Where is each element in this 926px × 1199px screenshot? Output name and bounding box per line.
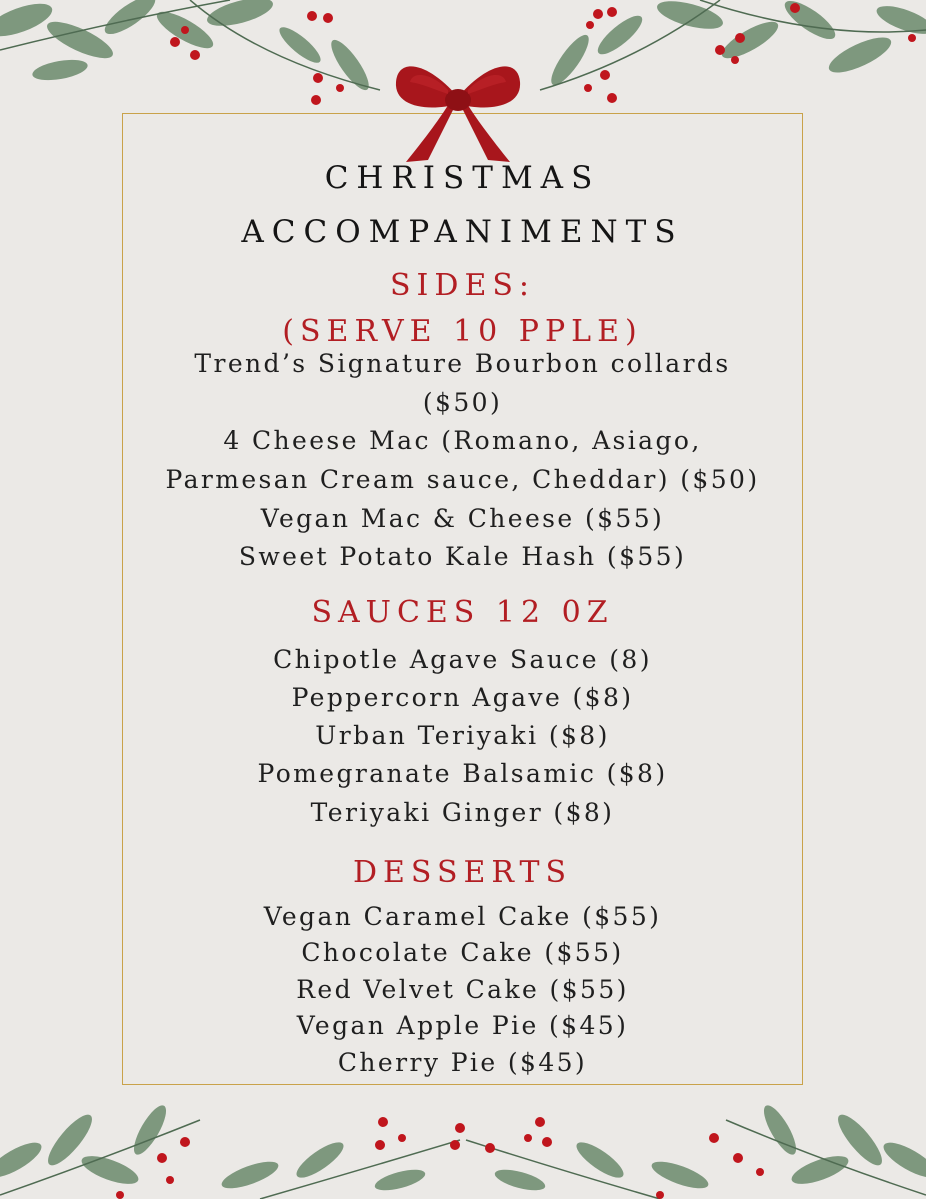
sauces-heading: SAUCES 12 0Z xyxy=(311,595,614,630)
sides-subheading: (SERVE 10 PPLE) xyxy=(282,314,643,349)
desserts-line: Vegan Apple Pie ($45) xyxy=(296,1011,629,1040)
sides-line: 4 Cheese Mac (Romano, Asiago, xyxy=(223,426,702,455)
sides-line: Sweet Potato Kale Hash ($55) xyxy=(238,542,687,571)
sauces-line: Pomegranate Balsamic ($8) xyxy=(257,759,668,788)
desserts-line: Red Velvet Cake ($55) xyxy=(296,975,629,1004)
sides-line: Vegan Mac & Cheese ($55) xyxy=(260,504,665,533)
sauces-line: Peppercorn Agave ($8) xyxy=(291,683,634,712)
desserts-line: Vegan Caramel Cake ($55) xyxy=(263,902,662,931)
sides-line: Parmesan Cream sauce, Cheddar) ($50) xyxy=(165,465,760,494)
sides-line: ($50) xyxy=(422,388,503,417)
page-title-line2: ACCOMPANIMENTS xyxy=(241,214,684,250)
desserts-line: Chocolate Cake ($55) xyxy=(301,938,624,967)
red-bow-icon xyxy=(388,52,528,172)
holly-leaves-bottom-icon xyxy=(0,1100,926,1199)
sauces-line: Urban Teriyaki ($8) xyxy=(315,721,610,750)
sauces-line: Chipotle Agave Sauce (8) xyxy=(273,645,652,674)
sauces-line: Teriyaki Ginger ($8) xyxy=(310,798,615,827)
page-title-line1: CHRISTMAS xyxy=(324,160,601,196)
sides-line: Trend’s Signature Bourbon collards xyxy=(194,349,731,378)
desserts-line: Cherry Pie ($45) xyxy=(337,1048,588,1077)
sides-heading: SIDES: xyxy=(389,268,535,303)
desserts-heading: DESSERTS xyxy=(352,855,573,890)
